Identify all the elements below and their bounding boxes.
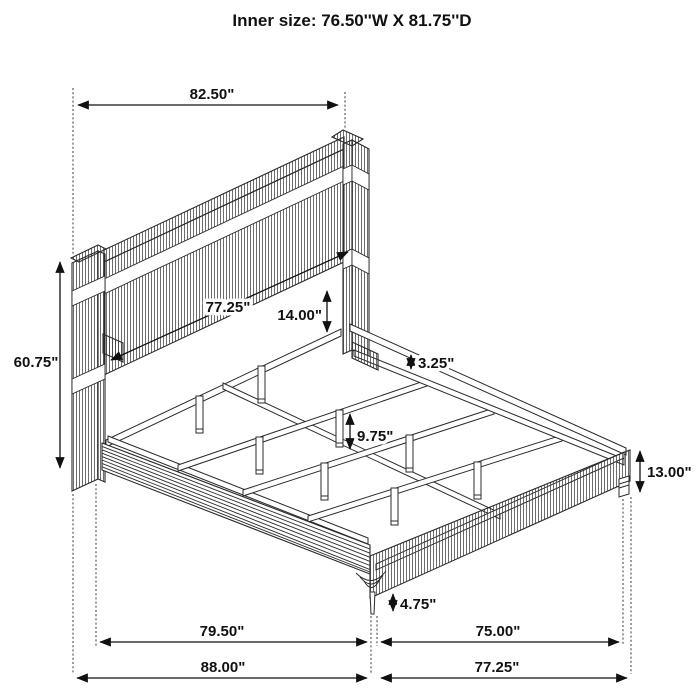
dim-depth-total-label: 88.00" — [200, 659, 246, 676]
footboard — [356, 450, 630, 614]
diagram-title: Inner size: 76.50''W X 81.75''D — [232, 11, 472, 30]
dim-width-inner-label: 75.00" — [475, 623, 521, 640]
dim-headboard-height-label: 60.75" — [13, 354, 59, 371]
dim-headboard-width-label: 82.50" — [189, 86, 235, 103]
headboard-left-post — [71, 245, 106, 491]
dim-corner-foot-label: 4.75" — [400, 596, 437, 613]
left-inner-rail — [108, 436, 368, 544]
dim-leg-height-label: 9.75" — [357, 428, 394, 445]
dim-headboard-inner-width-label: 77.25" — [205, 299, 251, 316]
dim-rail-ledge-label: 3.25" — [418, 355, 455, 372]
dim-width-footboard-label: 77.25" — [474, 659, 520, 676]
right-lower-rail — [354, 350, 624, 465]
dim-headboard-clearance-label: 14.00" — [277, 307, 322, 324]
footboard-right-foot — [619, 476, 629, 497]
slat — [243, 408, 494, 496]
dim-footboard-height-label: 13.00" — [647, 464, 692, 481]
dim-depth-inner-label: 79.50" — [199, 623, 245, 640]
